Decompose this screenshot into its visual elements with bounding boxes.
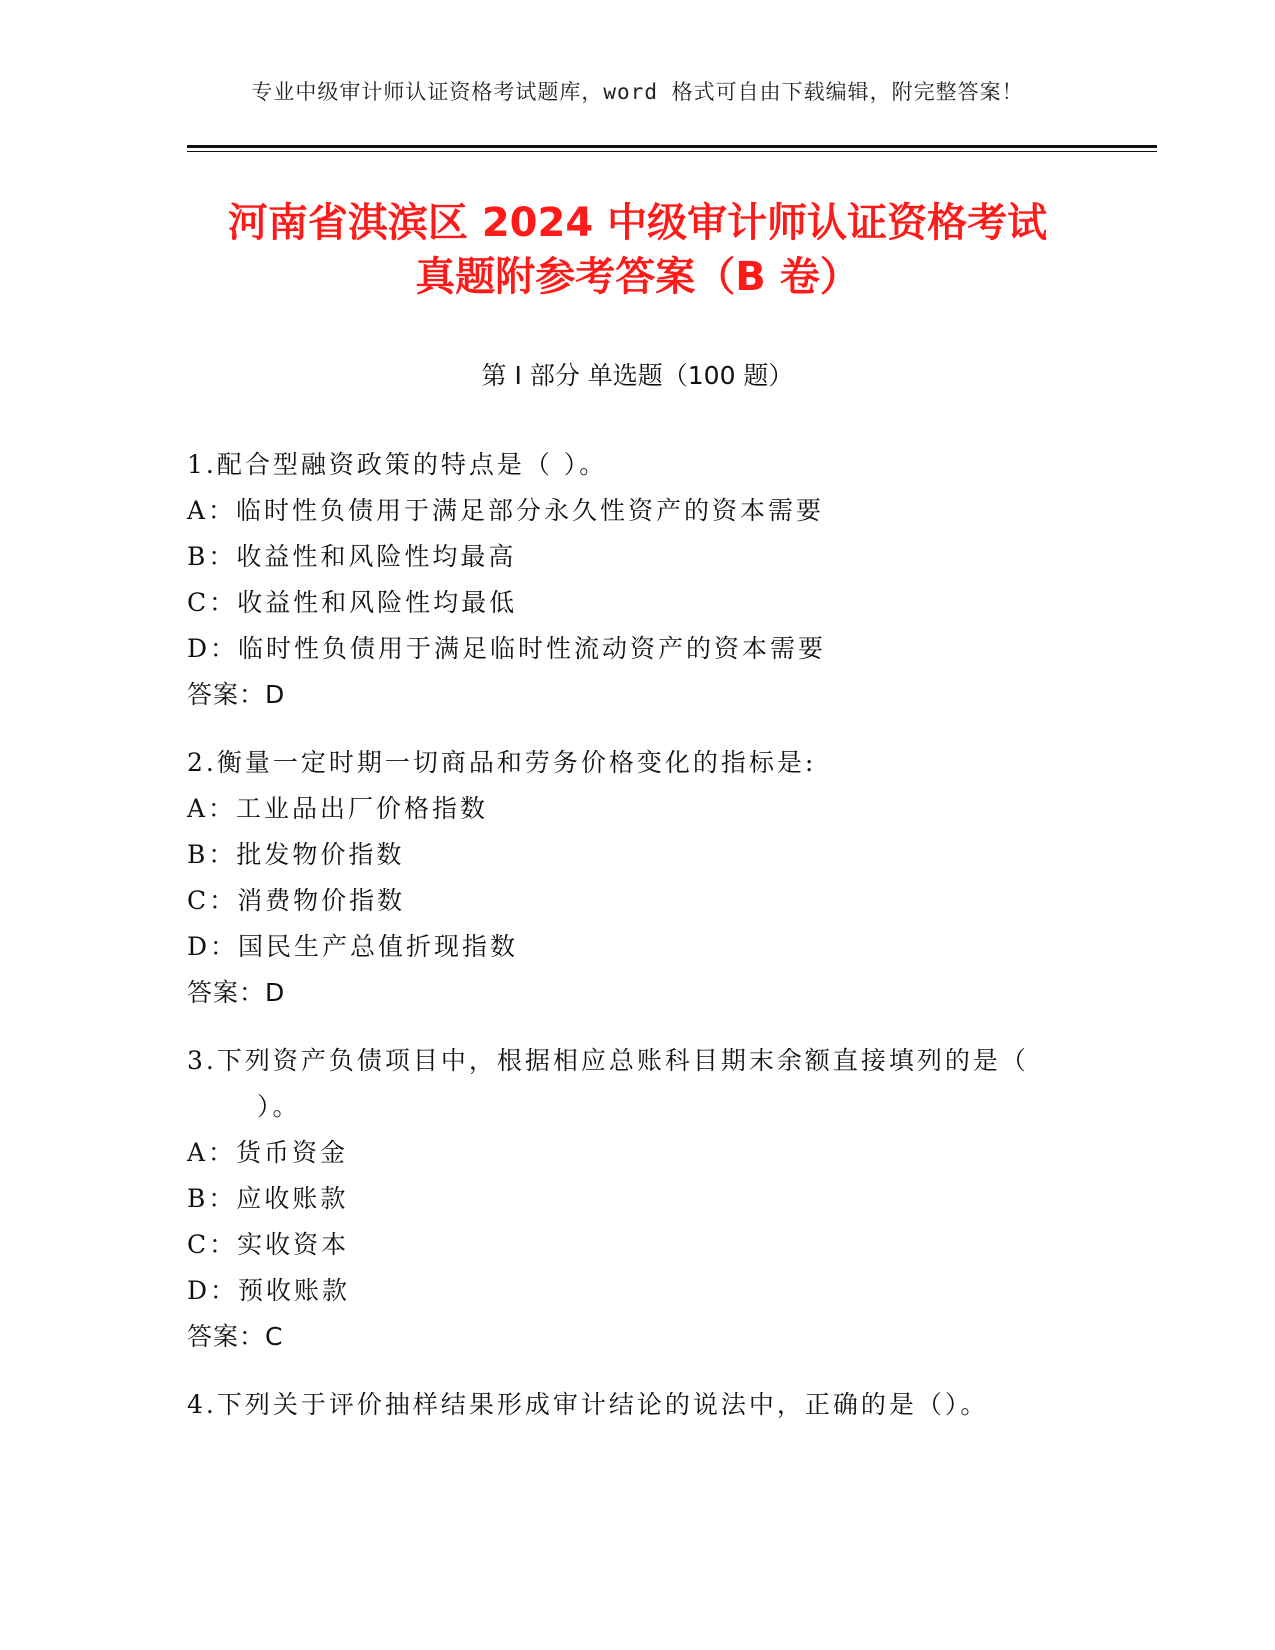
question-stem: 2.衡量一定时期一切商品和劳务价格变化的指标是: — [187, 748, 817, 777]
option-c: C：消费物价指数 — [187, 886, 406, 915]
answer: 答案：C — [187, 1322, 284, 1351]
question-2 — [187, 740, 1087, 1016]
header-rule-thick — [187, 145, 1157, 148]
title-line-2: 真题附参考答案（B 卷） — [415, 254, 860, 300]
option-b: B：应收账款 — [187, 1184, 349, 1213]
document-title — [150, 196, 1125, 304]
option-d: D：国民生产总值折现指数 — [187, 932, 519, 961]
section-title: 第 I 部分 单选题（100 题） — [481, 361, 794, 390]
question-stem: 4.下列关于评价抽样结果形成审计结论的说法中，正确的是（）。 — [187, 1390, 989, 1419]
question-stem: 1.配合型融资政策的特点是（ ）。 — [187, 450, 608, 479]
option-b: B：批发物价指数 — [187, 840, 405, 869]
question-stem: 3.下列资产负债项目中，根据相应总账科目期末余额直接填列的是（ — [187, 1046, 1029, 1075]
option-c: C：实收资本 — [187, 1230, 350, 1259]
option-c: C：收益性和风险性均最低 — [187, 588, 518, 617]
question-3 — [187, 1038, 1087, 1360]
option-a: A：临时性负债用于满足部分永久性资产的资本需要 — [187, 496, 825, 525]
answer: 答案：D — [187, 680, 286, 709]
option-d: D：预收账款 — [187, 1276, 351, 1305]
header-note: 专业中级审计师认证资格考试题库，word 格式可自由下载编辑，附完整答案！ — [251, 80, 1024, 104]
title-line-1: 河南省淇滨区 2024 中级审计师认证资格考试 — [227, 200, 1048, 246]
question-4 — [187, 1382, 1087, 1428]
option-a: A：货币资金 — [187, 1138, 349, 1167]
option-b: B：收益性和风险性均最高 — [187, 542, 517, 571]
question-stem-continuation: ）。 — [257, 1092, 301, 1121]
question-list — [187, 442, 1087, 1450]
question-1 — [187, 442, 1087, 718]
option-d: D：临时性负债用于满足临时性流动资产的资本需要 — [187, 634, 827, 663]
header-rule-thin — [187, 151, 1157, 152]
option-a: A：工业品出厂价格指数 — [187, 794, 489, 823]
answer: 答案：D — [187, 978, 286, 1007]
